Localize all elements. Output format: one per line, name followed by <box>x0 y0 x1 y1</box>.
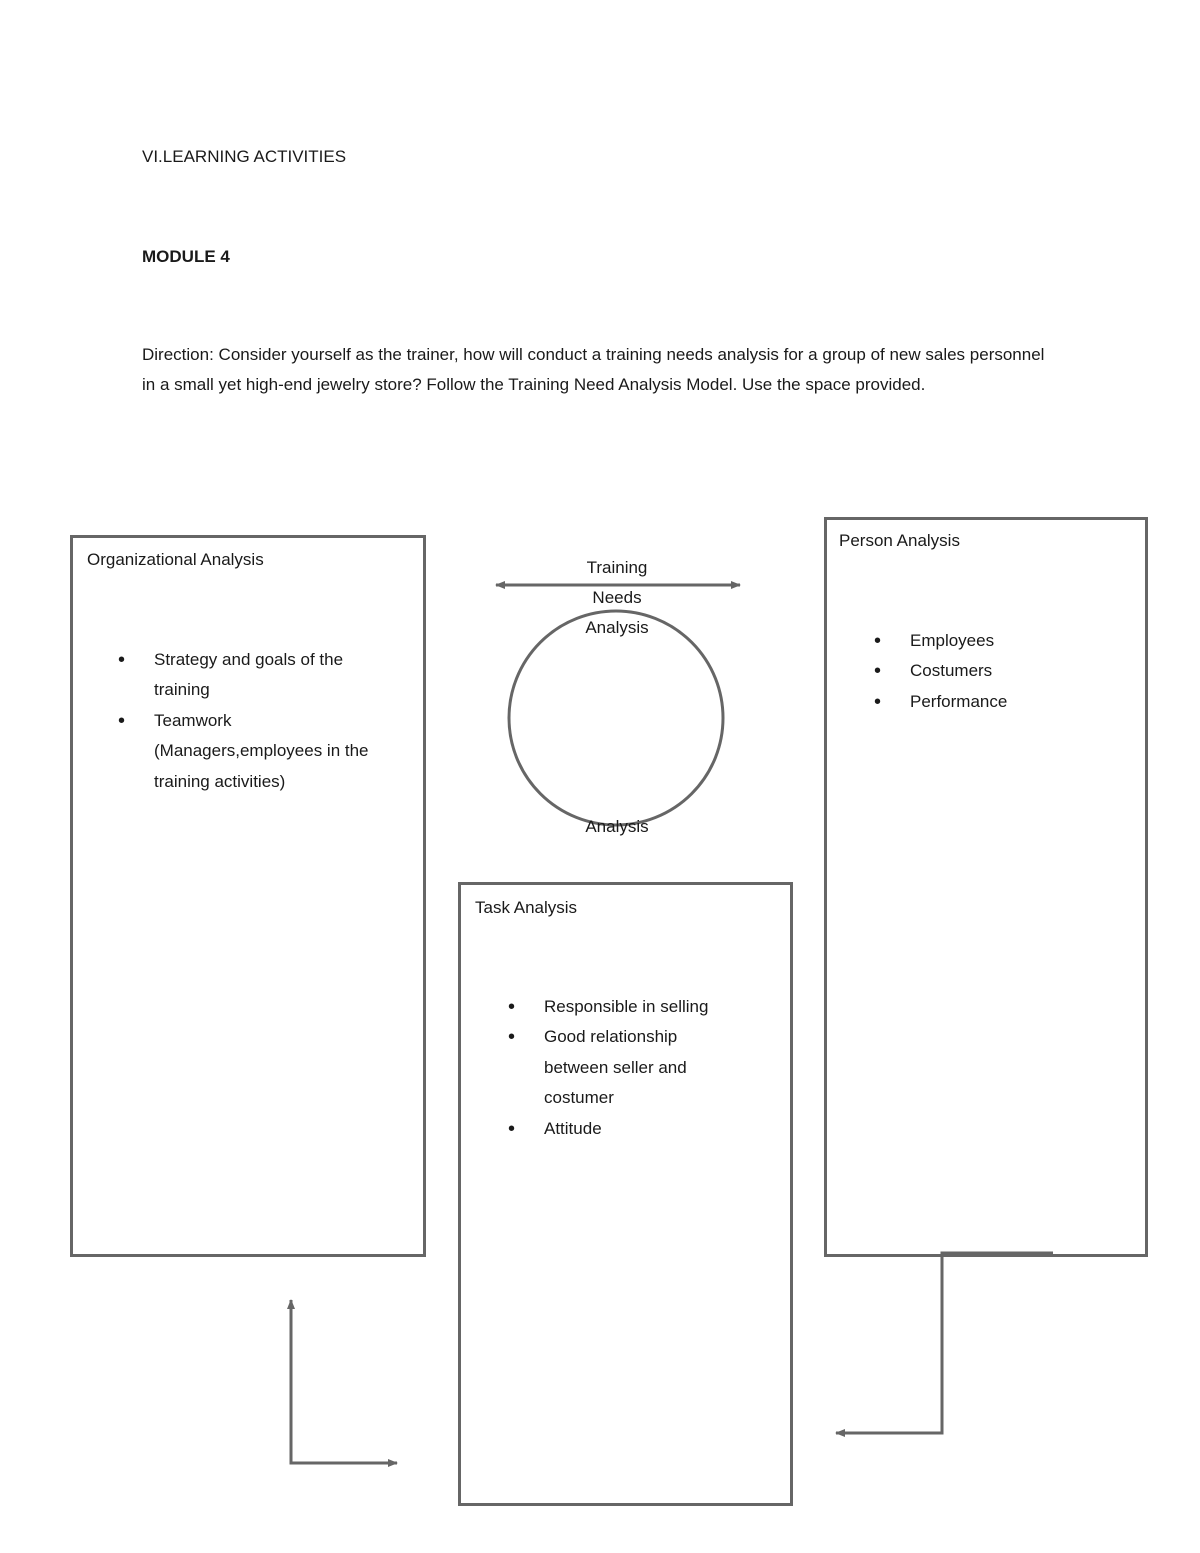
bottom-left-connector <box>291 1300 397 1463</box>
list-item: • Costumers <box>872 656 1122 686</box>
list-item: • Good relationship between seller and costumer <box>506 1022 746 1113</box>
center-circle <box>509 611 723 825</box>
direction-paragraph <box>142 340 1062 400</box>
list-item: • Attitude <box>506 1114 746 1144</box>
right-elbow-connector <box>836 1253 1053 1433</box>
direction-label: Direction: <box>142 345 214 364</box>
module-title: MODULE 4 <box>142 247 230 266</box>
center-label-line: Analysis <box>585 618 649 637</box>
task-analysis-box <box>458 882 793 1506</box>
organizational-analysis-box <box>70 535 426 1257</box>
center-label-top <box>557 553 677 643</box>
list-item: • Responsible in selling <box>506 992 746 1022</box>
person-analysis-title: Person Analysis <box>839 531 960 550</box>
list-item: • Performance <box>872 687 1122 717</box>
list-item: • Teamwork (Managers,employees in the training activities) <box>116 706 386 797</box>
list-item: • Employees <box>872 626 1122 656</box>
organizational-analysis-list <box>116 645 386 797</box>
section-heading: VI.LEARNING ACTIVITIES <box>142 147 347 166</box>
person-analysis-list <box>872 626 1122 717</box>
task-analysis-list <box>506 992 746 1144</box>
list-item: • Strategy and goals of the training <box>116 645 386 706</box>
person-analysis-box <box>824 517 1148 1257</box>
task-analysis-title: Task Analysis <box>475 898 578 917</box>
direction-text: Consider yourself as the trainer, how will conduct a training needs analysis for a group of new sales personnel in a small yet high-end jewelry store? Follow the Training Need Analysis Model. Use the space provided. <box>142 345 1045 394</box>
center-label-bottom: Analysis <box>585 817 649 836</box>
center-label-line: Needs <box>592 588 642 607</box>
center-label-line: Training <box>586 558 648 577</box>
organizational-analysis-title: Organizational Analysis <box>87 550 264 569</box>
